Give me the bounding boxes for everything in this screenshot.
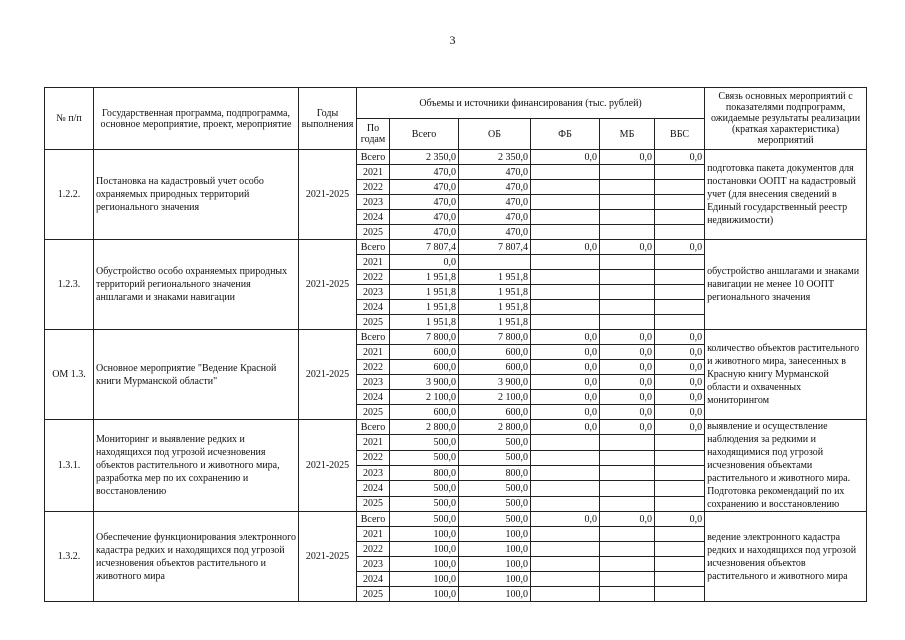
mb-cell	[600, 180, 655, 195]
vbs-cell	[655, 542, 705, 557]
section-name: Постановка на кадастровый учет особо охраняемых природных территорий регионального значения	[94, 150, 299, 240]
section-name: Обеспечение функционирования электронного кадастра редких и находящихся под угрозой исчезновения объектов растительного и животного мира	[94, 512, 299, 602]
total-cell: 100,0	[390, 557, 459, 572]
table-row	[45, 240, 867, 255]
vbs-cell	[655, 481, 705, 496]
section-result: ведение электронного кадастра редких и находящихся под угрозой исчезновения объектов растительного и животного мира	[705, 512, 867, 602]
table-body	[45, 150, 867, 602]
ob-cell: 600,0	[459, 405, 531, 420]
vbs-cell: 0,0	[655, 390, 705, 405]
total-cell: 1 951,8	[390, 315, 459, 330]
mb-cell	[600, 255, 655, 270]
ob-cell: 600,0	[459, 360, 531, 375]
section-result: выявление и осуществление наблюдения за редкими и находящимися под угрозой исчезновения объектами растительного и животного мира. Подготовка рекомендаций по их сохранению и восстановлению	[705, 420, 867, 512]
header-funding: Объемы и источники финансирования (тыс. рублей)	[357, 88, 705, 119]
fb-cell	[531, 572, 600, 587]
total-cell: 1 951,8	[390, 300, 459, 315]
total-cell: 2 350,0	[390, 150, 459, 165]
total-cell: 600,0	[390, 360, 459, 375]
ob-cell: 2 350,0	[459, 150, 531, 165]
year-cell: 2024	[357, 572, 390, 587]
total-cell: 470,0	[390, 225, 459, 240]
fb-cell	[531, 315, 600, 330]
year-cell: 2021	[357, 435, 390, 450]
header-by-year: По годам	[357, 119, 390, 150]
ob-cell: 470,0	[459, 165, 531, 180]
total-cell: 800,0	[390, 465, 459, 480]
year-cell: 2023	[357, 375, 390, 390]
mb-cell	[600, 527, 655, 542]
section-period: 2021-2025	[299, 150, 357, 240]
ob-cell: 100,0	[459, 557, 531, 572]
mb-cell	[600, 285, 655, 300]
ob-cell: 470,0	[459, 210, 531, 225]
ob-cell: 100,0	[459, 587, 531, 602]
fb-cell: 0,0	[531, 330, 600, 345]
vbs-cell	[655, 496, 705, 511]
vbs-cell: 0,0	[655, 360, 705, 375]
vbs-cell: 0,0	[655, 375, 705, 390]
vbs-cell	[655, 210, 705, 225]
mb-cell	[600, 557, 655, 572]
section-result: обустройство аншлагами и знаками навигации не менее 10 ООПТ регионального значения	[705, 240, 867, 330]
vbs-cell	[655, 285, 705, 300]
mb-cell: 0,0	[600, 240, 655, 255]
mb-cell: 0,0	[600, 405, 655, 420]
vbs-cell: 0,0	[655, 150, 705, 165]
fb-cell: 0,0	[531, 360, 600, 375]
section-period: 2021-2025	[299, 420, 357, 512]
vbs-cell	[655, 195, 705, 210]
fb-cell: 0,0	[531, 390, 600, 405]
mb-cell	[600, 587, 655, 602]
fb-cell	[531, 542, 600, 557]
year-cell: Всего	[357, 420, 390, 435]
vbs-cell	[655, 435, 705, 450]
vbs-cell	[655, 465, 705, 480]
fb-cell	[531, 527, 600, 542]
year-cell: 2024	[357, 481, 390, 496]
fb-cell	[531, 450, 600, 465]
total-cell: 100,0	[390, 572, 459, 587]
year-cell: Всего	[357, 512, 390, 527]
fb-cell: 0,0	[531, 240, 600, 255]
total-cell: 600,0	[390, 405, 459, 420]
vbs-cell	[655, 225, 705, 240]
mb-cell	[600, 465, 655, 480]
ob-cell: 470,0	[459, 225, 531, 240]
header-mb: МБ	[600, 119, 655, 150]
mb-cell	[600, 195, 655, 210]
section-code: 1.2.3.	[45, 240, 94, 330]
header-years: Годы выполнения	[299, 88, 357, 150]
mb-cell: 0,0	[600, 330, 655, 345]
ob-cell: 7 800,0	[459, 330, 531, 345]
ob-cell: 100,0	[459, 542, 531, 557]
mb-cell: 0,0	[600, 512, 655, 527]
ob-cell: 100,0	[459, 527, 531, 542]
vbs-cell: 0,0	[655, 420, 705, 435]
fb-cell	[531, 255, 600, 270]
vbs-cell: 0,0	[655, 240, 705, 255]
mb-cell	[600, 270, 655, 285]
ob-cell: 500,0	[459, 496, 531, 511]
mb-cell: 0,0	[600, 390, 655, 405]
total-cell: 470,0	[390, 180, 459, 195]
page-number: 3	[449, 33, 456, 47]
total-cell: 100,0	[390, 527, 459, 542]
ob-cell: 100,0	[459, 572, 531, 587]
vbs-cell	[655, 315, 705, 330]
fb-cell	[531, 465, 600, 480]
funding-table	[44, 87, 867, 602]
total-cell: 500,0	[390, 481, 459, 496]
ob-cell: 500,0	[459, 481, 531, 496]
ob-cell: 500,0	[459, 435, 531, 450]
total-cell: 3 900,0	[390, 375, 459, 390]
year-cell: 2025	[357, 587, 390, 602]
section-code: 1.2.2.	[45, 150, 94, 240]
year-cell: 2024	[357, 210, 390, 225]
year-cell: 2022	[357, 180, 390, 195]
ob-cell: 1 951,8	[459, 300, 531, 315]
year-cell: Всего	[357, 240, 390, 255]
ob-cell: 800,0	[459, 465, 531, 480]
fb-cell	[531, 300, 600, 315]
fb-cell	[531, 481, 600, 496]
fb-cell	[531, 496, 600, 511]
year-cell: 2022	[357, 542, 390, 557]
ob-cell: 1 951,8	[459, 270, 531, 285]
ob-cell: 3 900,0	[459, 375, 531, 390]
vbs-cell	[655, 300, 705, 315]
total-cell: 7 800,0	[390, 330, 459, 345]
total-cell: 2 100,0	[390, 390, 459, 405]
total-cell: 0,0	[390, 255, 459, 270]
year-cell: 2023	[357, 285, 390, 300]
year-cell: 2023	[357, 465, 390, 480]
ob-cell: 500,0	[459, 450, 531, 465]
section-result: подготовка пакета документов для постановки ООПТ на кадастровый учет (для внесения сведений в Единый государственный реестр недвижимости)	[705, 150, 867, 240]
fb-cell: 0,0	[531, 420, 600, 435]
year-cell: 2021	[357, 527, 390, 542]
total-cell: 600,0	[390, 345, 459, 360]
year-cell: 2024	[357, 390, 390, 405]
year-cell: 2021	[357, 255, 390, 270]
table-row	[45, 420, 867, 435]
fb-cell	[531, 180, 600, 195]
vbs-cell	[655, 587, 705, 602]
total-cell: 100,0	[390, 542, 459, 557]
ob-cell: 470,0	[459, 180, 531, 195]
vbs-cell	[655, 450, 705, 465]
header-link: Связь основных мероприятий с показателями подпрограмм, ожидаемые результаты реализации (краткая характеристика) мероприятий	[705, 88, 867, 150]
ob-cell: 1 951,8	[459, 315, 531, 330]
vbs-cell	[655, 270, 705, 285]
mb-cell	[600, 496, 655, 511]
vbs-cell	[655, 527, 705, 542]
mb-cell	[600, 542, 655, 557]
section-period: 2021-2025	[299, 512, 357, 602]
fb-cell	[531, 435, 600, 450]
vbs-cell: 0,0	[655, 330, 705, 345]
section-result: количество объектов растительного и животного мира, занесенных в Красную книгу Мурманской области и охваченных мониторингом	[705, 330, 867, 420]
table-row	[45, 512, 867, 527]
vbs-cell	[655, 557, 705, 572]
total-cell: 1 951,8	[390, 270, 459, 285]
fb-cell	[531, 270, 600, 285]
table-row	[45, 150, 867, 165]
vbs-cell	[655, 180, 705, 195]
fb-cell: 0,0	[531, 405, 600, 420]
mb-cell	[600, 481, 655, 496]
mb-cell	[600, 225, 655, 240]
fb-cell	[531, 225, 600, 240]
ob-cell: 2 800,0	[459, 420, 531, 435]
total-cell: 470,0	[390, 195, 459, 210]
section-period: 2021-2025	[299, 240, 357, 330]
mb-cell: 0,0	[600, 150, 655, 165]
year-cell: 2022	[357, 270, 390, 285]
mb-cell	[600, 435, 655, 450]
vbs-cell	[655, 165, 705, 180]
header-program: Государственная программа, подпрограмма, основное мероприятие, проект, мероприятие	[94, 88, 299, 150]
year-cell: 2023	[357, 557, 390, 572]
vbs-cell: 0,0	[655, 405, 705, 420]
vbs-cell	[655, 255, 705, 270]
vbs-cell: 0,0	[655, 345, 705, 360]
table-row	[45, 330, 867, 345]
vbs-cell	[655, 572, 705, 587]
ob-cell: 7 807,4	[459, 240, 531, 255]
mb-cell: 0,0	[600, 360, 655, 375]
mb-cell: 0,0	[600, 375, 655, 390]
fb-cell	[531, 557, 600, 572]
header-ob: ОБ	[459, 119, 531, 150]
header-total: Всего	[390, 119, 459, 150]
year-cell: Всего	[357, 150, 390, 165]
section-name: Мониторинг и выявление редких и находящихся под угрозой исчезновения объектов растительного и животного мира, разработка мер по их сохранению и восстановлению	[94, 420, 299, 512]
total-cell: 500,0	[390, 435, 459, 450]
mb-cell: 0,0	[600, 345, 655, 360]
section-name: Обустройство особо охраняемых природных территорий регионального значения аншлагами и знаками навигации	[94, 240, 299, 330]
ob-cell: 600,0	[459, 345, 531, 360]
year-cell: 2023	[357, 195, 390, 210]
year-cell: Всего	[357, 330, 390, 345]
fb-cell	[531, 285, 600, 300]
mb-cell	[600, 315, 655, 330]
mb-cell	[600, 450, 655, 465]
fb-cell	[531, 195, 600, 210]
fb-cell: 0,0	[531, 512, 600, 527]
header-vbs: ВБС	[655, 119, 705, 150]
year-cell: 2024	[357, 300, 390, 315]
section-period: 2021-2025	[299, 330, 357, 420]
mb-cell	[600, 572, 655, 587]
fb-cell	[531, 587, 600, 602]
section-code: 1.3.1.	[45, 420, 94, 512]
total-cell: 1 951,8	[390, 285, 459, 300]
section-code: ОМ 1.3.	[45, 330, 94, 420]
fb-cell: 0,0	[531, 150, 600, 165]
total-cell: 500,0	[390, 450, 459, 465]
total-cell: 2 800,0	[390, 420, 459, 435]
ob-cell: 2 100,0	[459, 390, 531, 405]
ob-cell: 500,0	[459, 512, 531, 527]
year-cell: 2021	[357, 345, 390, 360]
year-cell: 2022	[357, 360, 390, 375]
year-cell: 2025	[357, 405, 390, 420]
header-num: № п/п	[45, 88, 94, 150]
section-code: 1.3.2.	[45, 512, 94, 602]
mb-cell	[600, 165, 655, 180]
total-cell: 7 807,4	[390, 240, 459, 255]
fb-cell	[531, 165, 600, 180]
fb-cell: 0,0	[531, 345, 600, 360]
ob-cell: 1 951,8	[459, 285, 531, 300]
year-cell: 2025	[357, 315, 390, 330]
total-cell: 500,0	[390, 496, 459, 511]
mb-cell: 0,0	[600, 420, 655, 435]
year-cell: 2025	[357, 225, 390, 240]
fb-cell	[531, 210, 600, 225]
total-cell: 470,0	[390, 210, 459, 225]
ob-cell	[459, 255, 531, 270]
total-cell: 500,0	[390, 512, 459, 527]
mb-cell	[600, 300, 655, 315]
section-name: Основное мероприятие "Ведение Красной книги Мурманской области"	[94, 330, 299, 420]
total-cell: 470,0	[390, 165, 459, 180]
header-fb: ФБ	[531, 119, 600, 150]
year-cell: 2025	[357, 496, 390, 511]
ob-cell: 470,0	[459, 195, 531, 210]
vbs-cell: 0,0	[655, 512, 705, 527]
year-cell: 2021	[357, 165, 390, 180]
year-cell: 2022	[357, 450, 390, 465]
fb-cell: 0,0	[531, 375, 600, 390]
total-cell: 100,0	[390, 587, 459, 602]
mb-cell	[600, 210, 655, 225]
